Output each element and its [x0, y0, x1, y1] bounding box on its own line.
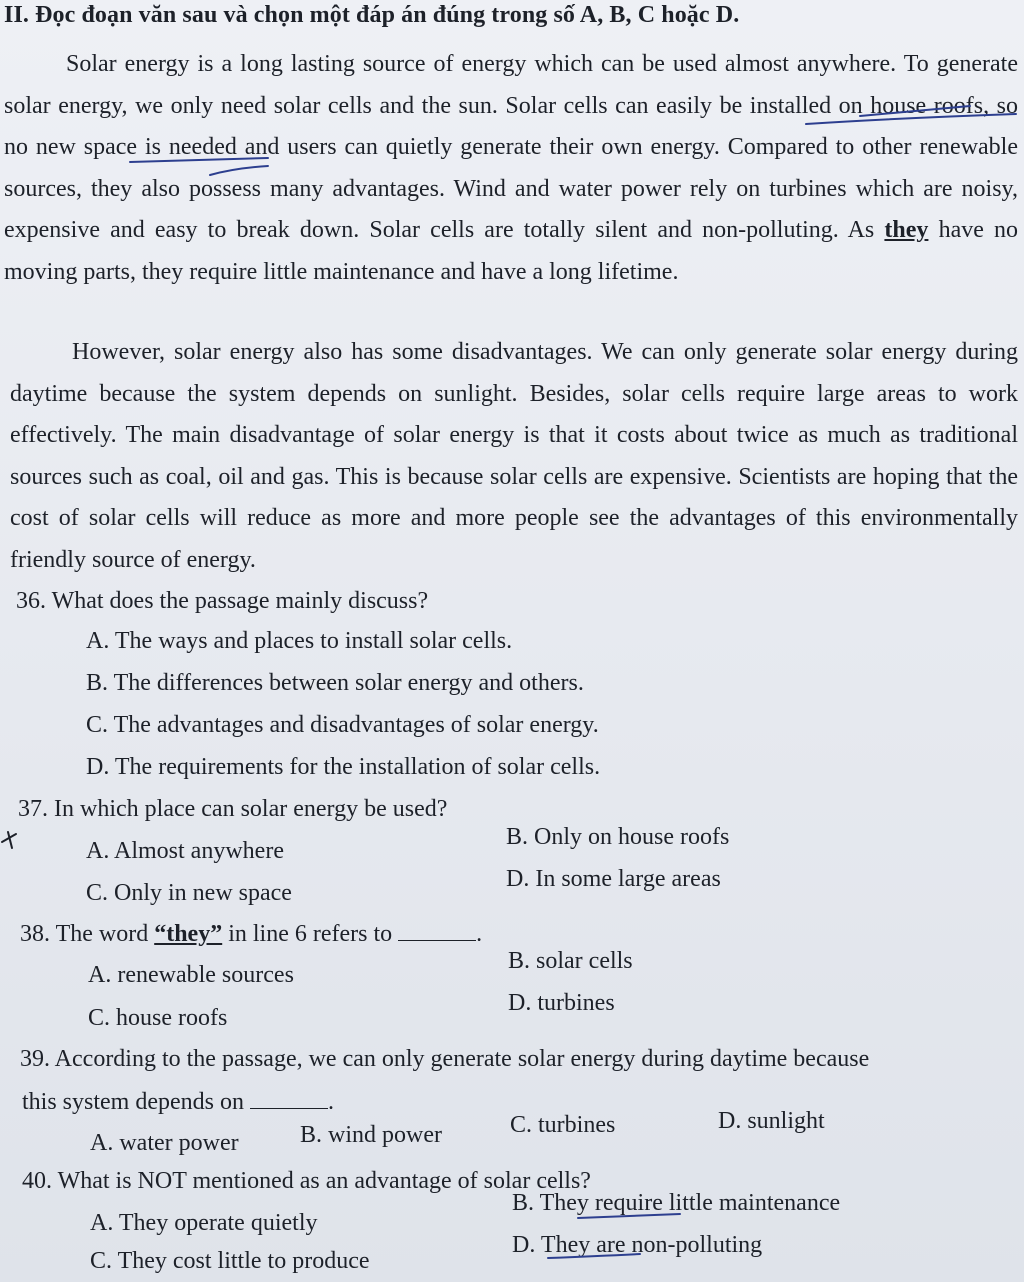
- passage-p1-text: Solar energy is a long lasting source of energy which can be used almost anywhere. To generate solar energy, we only need solar cells and the sun. Solar cells can easily be installed on house roofs, so no new space is needed and users can quietly generate their own energy. Compared to other renewable sources, they also possess many advantages. Wind and water power rely on turbines which are noisy, expensive and easy to break down. Solar cells are totally silent and non-polluting. As: [4, 51, 1018, 243]
- question-40-option-d-end: non-polluting: [625, 1232, 763, 1258]
- question-36-option-c[interactable]: C. The advantages and disadvantages of solar energy.: [86, 712, 599, 738]
- question-38-stem: 38. The word “they” in line 6 refers to .: [20, 921, 483, 947]
- question-39-stem-text: this system depends on: [22, 1089, 244, 1115]
- question-39-stem-line2: this system depends on .: [22, 1089, 334, 1115]
- question-38-option-a[interactable]: A. renewable sources: [88, 962, 294, 988]
- question-36-option-d[interactable]: D. The requirements for the installation of solar cells.: [86, 754, 601, 780]
- question-37-option-c[interactable]: C. Only in new space: [86, 880, 292, 906]
- question-40-option-a[interactable]: A. They operate quietly: [90, 1210, 318, 1236]
- question-38-stem-end: in line 6 refers to: [222, 921, 393, 947]
- answer-blank: [250, 1088, 328, 1109]
- question-40-stem: 40. What is NOT mentioned as an advantage of solar cells?: [22, 1168, 591, 1194]
- question-40-option-b-letter: B.: [512, 1190, 540, 1216]
- section-heading: II. Đọc đoạn văn sau và chọn một đáp án đúng trong số A, B, C hoặc D.: [4, 2, 740, 28]
- question-39-option-b[interactable]: B. wind power: [300, 1122, 442, 1148]
- question-40-option-d[interactable]: [512, 1232, 762, 1259]
- question-40-option-b-end: little maintenance: [662, 1190, 841, 1216]
- passage-paragraph-1: [4, 44, 1018, 293]
- question-36-stem: 36. What does the passage mainly discuss?: [16, 588, 429, 614]
- question-40-option-c[interactable]: C. They cost little to produce: [90, 1248, 370, 1274]
- question-37-option-a[interactable]: A. Almost anywhere: [86, 838, 284, 864]
- question-40-option-b[interactable]: [512, 1190, 840, 1217]
- answer-blank: [398, 920, 476, 941]
- question-40-option-b-underlined: They require: [539, 1190, 663, 1216]
- question-37-stem: 37. In which place can solar energy be used?: [18, 796, 448, 822]
- question-38-option-c[interactable]: C. house roofs: [88, 1005, 228, 1031]
- question-36-option-a[interactable]: A. The ways and places to install solar cells.: [86, 628, 513, 654]
- question-38-option-d[interactable]: D. turbines: [508, 990, 615, 1016]
- passage-p2-text: However, solar energy also has some disadvantages. We can only generate solar energy during daytime because the system depends on sunlight. Besides, solar cells require large areas to work effectively. The main disadvantage of solar energy is that it costs about twice as much as traditional sources such as coal, oil and gas. This is because solar cells are expensive. Scientists are hoping that the cost of solar cells will reduce as more and more people see the advantages of this environmentally friendly source of energy.: [10, 339, 1018, 573]
- pen-cross-mark: [2, 832, 16, 848]
- question-38-stem-start: 38. The word: [20, 921, 155, 947]
- question-37-option-d[interactable]: D. In some large areas: [506, 866, 721, 892]
- passage-word-they: they: [884, 217, 929, 243]
- question-39-stem-line1: 39. According to the passage, we can only generate solar energy during daytime because: [20, 1046, 870, 1072]
- question-39-option-c[interactable]: C. turbines: [510, 1112, 616, 1138]
- question-38-stem-word: “they”: [154, 921, 223, 947]
- passage-p1-text-end: have no moving parts, they require little maintenance and have a long lifetime.: [4, 217, 1019, 285]
- question-39-option-a[interactable]: A. water power: [90, 1130, 239, 1156]
- passage-paragraph-2: [10, 332, 1018, 581]
- question-38-option-b[interactable]: B. solar cells: [508, 948, 633, 974]
- question-37-option-b[interactable]: B. Only on house roofs: [506, 824, 730, 850]
- question-39-option-d[interactable]: D. sunlight: [718, 1108, 825, 1134]
- question-40-option-d-underlined: They are: [540, 1232, 626, 1258]
- question-40-option-d-letter: D.: [512, 1232, 541, 1258]
- question-36-option-b[interactable]: B. The differences between solar energy and others.: [86, 670, 584, 696]
